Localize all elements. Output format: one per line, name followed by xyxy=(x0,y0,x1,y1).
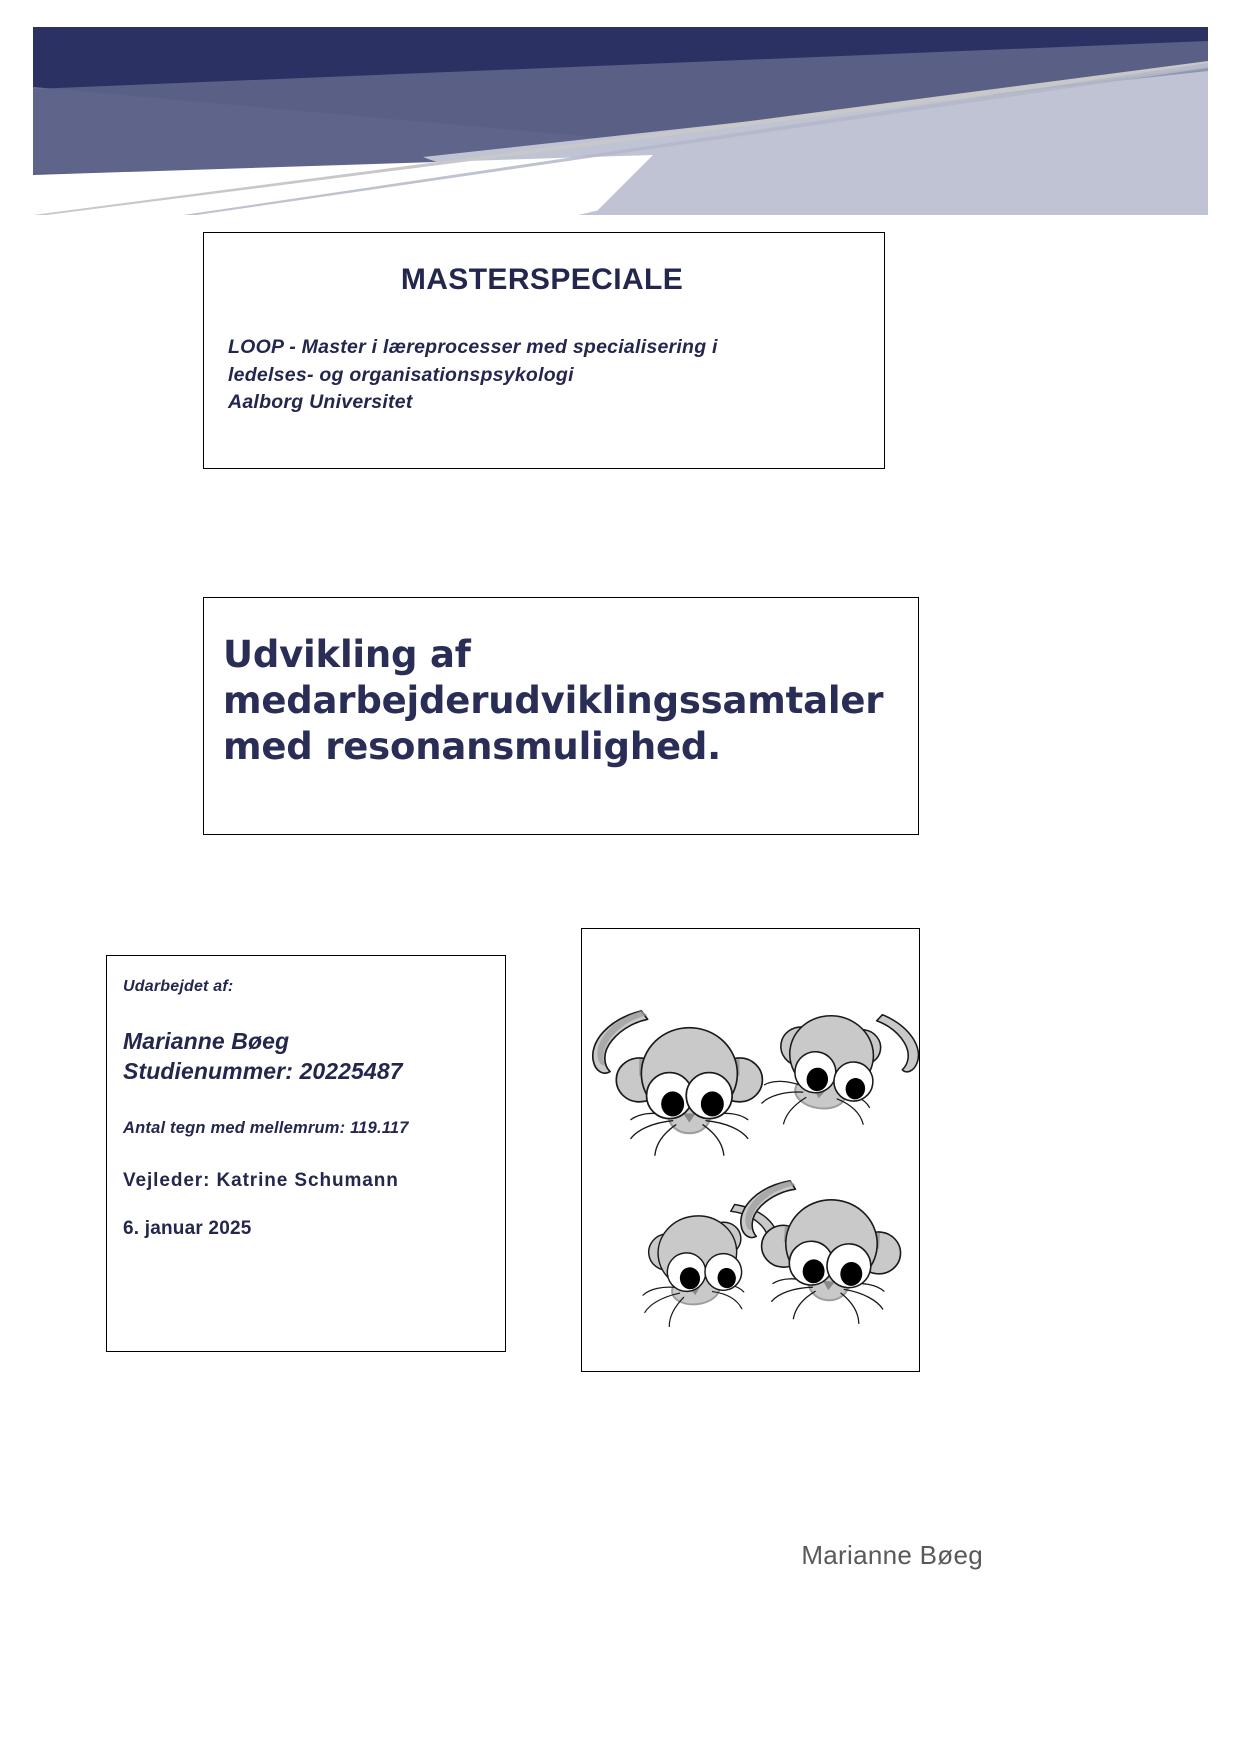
student-number: Studienummer: 20225487 xyxy=(123,1058,403,1085)
character-count: Antal tegn med mellemrum: 119.117 xyxy=(123,1118,409,1137)
author-heading: Udarbejdet af: xyxy=(123,978,234,995)
author-info-box xyxy=(106,955,506,1352)
thesis-title-line-3: med resonansmulighed. xyxy=(223,724,721,768)
thesis-title-box xyxy=(203,597,919,835)
mice-illustration-box xyxy=(581,928,920,1372)
program-line-2: ledelses- og organisationspsykologi xyxy=(228,363,574,386)
page-footer: Marianne Bøeg xyxy=(801,1540,983,1570)
decorative-header-banner xyxy=(33,27,1208,215)
program-info-box xyxy=(203,232,885,469)
author-block xyxy=(123,1026,489,1087)
program-title: MASTERSPECIALE xyxy=(400,263,684,296)
submission-date: 6. januar 2025 xyxy=(123,1217,252,1239)
program-details xyxy=(228,334,856,417)
program-line-1: LOOP - Master i læreprocesser med specialisering i xyxy=(228,336,718,358)
thesis-title-line-1: Udvikling af xyxy=(223,633,471,676)
thesis-title xyxy=(223,632,900,770)
program-line-3: Aalborg Universitet xyxy=(228,391,413,414)
supervisor: Vejleder: Katrine Schumann xyxy=(123,1169,399,1191)
illustration-background xyxy=(582,929,919,1371)
thesis-title-line-2: medarbejderudviklingssamtaler xyxy=(223,678,884,722)
author-name: Marianne Bøeg xyxy=(123,1028,290,1054)
